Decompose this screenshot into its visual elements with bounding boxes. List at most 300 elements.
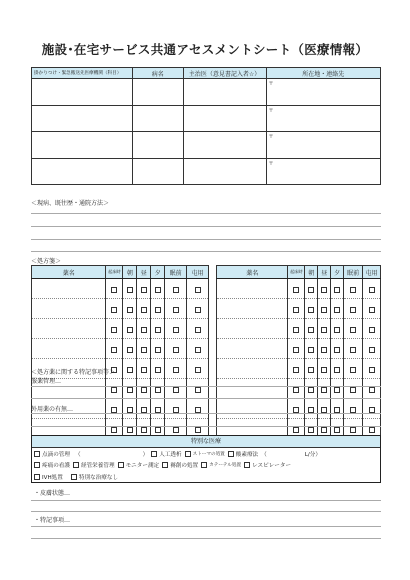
bedtime-checkbox[interactable] (173, 287, 179, 293)
wake-checkbox[interactable] (293, 367, 299, 373)
as-needed-checkbox[interactable] (195, 307, 201, 313)
evening-checkbox[interactable] (155, 387, 161, 393)
as-needed-checkbox[interactable] (369, 387, 375, 393)
bedtime-checkbox[interactable] (350, 407, 356, 413)
special-medical-title: 特別な医療 (32, 436, 380, 448)
postal-mark: 〒 (268, 107, 274, 114)
wake-cell (288, 339, 305, 359)
evening-cell (151, 379, 165, 399)
evening-cell (331, 399, 344, 419)
ivh-item[interactable] (34, 473, 63, 481)
noon-cell (318, 319, 331, 339)
morning-cell (123, 399, 137, 419)
history-rule (31, 213, 381, 214)
bedtime-cell (165, 399, 187, 419)
special-notes-rule (31, 538, 381, 539)
header-address: 所在地・連絡先 (266, 68, 380, 79)
evening-checkbox[interactable] (155, 287, 161, 293)
noon-cell (137, 319, 151, 339)
morning-checkbox[interactable] (308, 387, 314, 393)
morning-checkbox[interactable] (127, 327, 133, 333)
bedsore-checkbox[interactable] (162, 462, 168, 468)
prescription-row (217, 299, 381, 319)
special-notes-label: ＜処方薬に関する特記事項等＞ (31, 369, 116, 376)
wake-checkbox[interactable] (293, 287, 299, 293)
contact-row (32, 132, 381, 159)
medicine-name-cell[interactable] (32, 319, 106, 339)
morning-checkbox[interactable] (127, 367, 133, 373)
contact-row (32, 105, 381, 132)
evening-cell (151, 399, 165, 419)
prescription-row (217, 359, 381, 379)
noon-checkbox[interactable] (321, 387, 327, 393)
history-rule (31, 239, 381, 240)
doctor-cell[interactable] (183, 79, 266, 106)
stoma-item[interactable] (185, 451, 225, 457)
stoma-label: ストーマの処置 (192, 451, 225, 457)
no-treatment-checkbox[interactable] (71, 474, 77, 480)
wake-checkbox[interactable] (293, 347, 299, 353)
morning-checkbox[interactable] (127, 387, 133, 393)
noon-checkbox[interactable] (141, 367, 147, 373)
wake-cell (288, 399, 305, 419)
evening-cell (151, 279, 165, 299)
respirator-checkbox[interactable] (244, 462, 250, 468)
bedtime-cell (344, 379, 363, 399)
morning-checkbox[interactable] (127, 427, 133, 433)
drip-item[interactable] (34, 450, 70, 458)
bedsore-label: 褥創の処置 (170, 463, 199, 470)
header-noon: 昼 (137, 266, 151, 279)
no-treatment-label: 特別な治療なし (78, 474, 119, 481)
noon-cell (318, 399, 331, 419)
wake-checkbox[interactable] (293, 387, 299, 393)
bedtime-cell (344, 299, 363, 319)
bedtime-checkbox[interactable] (173, 367, 179, 373)
noon-cell (137, 299, 151, 319)
as-needed-checkbox[interactable] (369, 427, 375, 433)
monitor-item[interactable] (118, 461, 160, 469)
monitor-label: モニター測定 (125, 463, 160, 470)
medicine-name-cell[interactable] (217, 359, 288, 379)
pain-item[interactable] (34, 461, 70, 469)
header-evening: 夕 (331, 266, 344, 279)
as-needed-checkbox[interactable] (369, 407, 375, 413)
bedtime-checkbox[interactable] (173, 307, 179, 313)
as-needed-checkbox[interactable] (195, 327, 201, 333)
hospital-cell[interactable] (32, 105, 133, 132)
pain-checkbox[interactable] (34, 462, 40, 468)
hospital-cell[interactable] (32, 132, 133, 159)
morning-cell (305, 339, 318, 359)
noon-checkbox[interactable] (321, 407, 327, 413)
nutrition-item[interactable] (73, 461, 115, 469)
bedtime-cell (165, 379, 187, 399)
evening-cell (151, 359, 165, 379)
as-needed-checkbox[interactable] (369, 307, 375, 313)
history-rule (31, 226, 381, 227)
evening-checkbox[interactable] (334, 347, 340, 353)
noon-checkbox[interactable] (141, 407, 147, 413)
prescription-row (217, 379, 381, 399)
skin-rule (31, 500, 381, 501)
bedtime-cell (344, 399, 363, 419)
wake-checkbox[interactable] (293, 407, 299, 413)
wake-cell (288, 279, 305, 299)
header-hospital: 掛かりつけ・緊急搬送先医療機関（科目） (32, 68, 133, 79)
evening-cell (331, 299, 344, 319)
header-doctor: 主治医（意見書記入者☆） (183, 68, 266, 79)
prescription-body (217, 279, 381, 439)
noon-cell (318, 339, 331, 359)
bedtime-checkbox[interactable] (350, 387, 356, 393)
morning-checkbox[interactable] (127, 347, 133, 353)
as-needed-cell (363, 339, 381, 359)
as-needed-checkbox[interactable] (195, 427, 201, 433)
bedtime-checkbox[interactable] (350, 327, 356, 333)
noon-cell (137, 339, 151, 359)
evening-checkbox[interactable] (334, 427, 340, 433)
as-needed-cell (187, 379, 209, 399)
evening-checkbox[interactable] (155, 367, 161, 373)
evening-checkbox[interactable] (155, 407, 161, 413)
header-medicine-name: 薬名 (217, 266, 288, 279)
ivh-label: IVH処置 (42, 474, 63, 481)
prescription-body (32, 279, 209, 439)
evening-checkbox[interactable] (155, 427, 161, 433)
evening-checkbox[interactable] (334, 307, 340, 313)
monitor-checkbox[interactable] (118, 462, 124, 468)
bedtime-checkbox[interactable] (173, 327, 179, 333)
noon-cell (137, 359, 151, 379)
as-needed-cell (187, 299, 209, 319)
evening-checkbox[interactable] (334, 367, 340, 373)
as-needed-cell (187, 319, 209, 339)
as-needed-checkbox[interactable] (195, 387, 201, 393)
morning-checkbox[interactable] (308, 287, 314, 293)
bedtime-checkbox[interactable] (350, 347, 356, 353)
bedtime-cell (165, 339, 187, 359)
special-medical-row-2 (32, 460, 380, 472)
bedtime-checkbox[interactable] (350, 427, 356, 433)
morning-cell (305, 299, 318, 319)
medicine-name-cell[interactable] (32, 339, 106, 359)
evening-cell (151, 339, 165, 359)
external-medicine-label: 外用薬の有無… (31, 406, 74, 413)
as-needed-checkbox[interactable] (369, 327, 375, 333)
stoma-checkbox[interactable] (185, 451, 191, 457)
oxygen-paren: （ (261, 451, 267, 458)
prescription-row (217, 339, 381, 359)
noon-checkbox[interactable] (321, 367, 327, 373)
drip-label: 点滴の管理 (42, 451, 70, 458)
morning-checkbox[interactable] (308, 367, 314, 373)
special-medical-row-1 (32, 448, 380, 460)
catheter-label: カテーテル処置 (209, 463, 242, 469)
history-rule (31, 251, 381, 252)
drip-paren-open: （ (74, 451, 81, 458)
as-needed-cell (187, 399, 209, 419)
wake-checkbox[interactable] (111, 327, 117, 333)
morning-cell (123, 279, 137, 299)
special-notes-item-label: ・特記事項… (34, 517, 71, 524)
address-cell[interactable] (266, 132, 380, 159)
noon-checkbox[interactable] (141, 307, 147, 313)
noon-checkbox[interactable] (321, 287, 327, 293)
header-evening: 夕 (151, 266, 165, 279)
noon-checkbox[interactable] (321, 347, 327, 353)
history-label: ＜現病、既往歴・通院方法＞ (31, 200, 110, 207)
bedtime-checkbox[interactable] (173, 427, 179, 433)
bedtime-cell (344, 279, 363, 299)
respirator-item[interactable] (244, 461, 291, 469)
bedtime-checkbox[interactable] (350, 287, 356, 293)
wake-checkbox[interactable] (111, 287, 117, 293)
catheter-checkbox[interactable] (201, 462, 207, 468)
ivh-checkbox[interactable] (34, 474, 40, 480)
medicine-name-cell[interactable] (32, 299, 106, 319)
evening-checkbox[interactable] (155, 307, 161, 313)
morning-cell (123, 319, 137, 339)
hospital-cell[interactable] (32, 158, 133, 185)
evening-cell (151, 299, 165, 319)
evening-checkbox[interactable] (334, 327, 340, 333)
wake-cell (106, 399, 123, 419)
drip-checkbox[interactable] (34, 451, 40, 457)
address-cell[interactable] (266, 158, 380, 185)
skin-rule (31, 511, 381, 512)
contact-table (31, 67, 381, 185)
dialysis-label: 人工透析 (159, 451, 182, 458)
prescription-header-row (32, 266, 209, 279)
as-needed-checkbox[interactable] (195, 347, 201, 353)
prescription-row (32, 299, 209, 319)
postal-mark: 〒 (268, 160, 274, 167)
medicine-name-cell[interactable] (32, 279, 106, 299)
wake-cell (106, 279, 123, 299)
wake-cell (288, 359, 305, 379)
as-needed-checkbox[interactable] (369, 367, 375, 373)
noon-cell (137, 399, 151, 419)
drip-paren-close: ） (142, 451, 149, 458)
prescription-row (217, 399, 381, 419)
contact-row (32, 79, 381, 106)
oxygen-label: 酸素療法 (235, 451, 259, 458)
as-needed-cell (363, 359, 381, 379)
header-bedtime: 眠前 (344, 266, 363, 279)
doctor-cell[interactable] (183, 105, 266, 132)
as-needed-cell (363, 299, 381, 319)
prescription-label: ＜処方箋＞ (31, 258, 62, 265)
special-medical-row-3 (32, 471, 380, 483)
catheter-item[interactable] (201, 462, 241, 468)
bedsore-item[interactable] (162, 461, 198, 469)
noon-cell (318, 379, 331, 399)
bedtime-checkbox[interactable] (173, 407, 179, 413)
oxygen-item[interactable] (228, 450, 258, 458)
wake-checkbox[interactable] (293, 307, 299, 313)
doctor-cell[interactable] (183, 158, 266, 185)
bedtime-cell (344, 339, 363, 359)
bedtime-cell (344, 319, 363, 339)
address-cell[interactable] (266, 105, 380, 132)
wake-checkbox[interactable] (111, 427, 117, 433)
evening-cell (151, 319, 165, 339)
bedtime-checkbox[interactable] (173, 347, 179, 353)
doctor-cell[interactable] (183, 132, 266, 159)
noon-checkbox[interactable] (141, 287, 147, 293)
evening-checkbox[interactable] (155, 327, 161, 333)
wake-cell (106, 339, 123, 359)
header-bedtime: 眠前 (165, 266, 187, 279)
address-cell[interactable] (266, 79, 380, 106)
bedtime-checkbox[interactable] (350, 307, 356, 313)
wake-cell (106, 379, 123, 399)
morning-checkbox[interactable] (308, 347, 314, 353)
nutrition-checkbox[interactable] (73, 462, 79, 468)
as-needed-checkbox[interactable] (195, 287, 201, 293)
as-needed-cell (363, 279, 381, 299)
disease-cell[interactable] (132, 132, 183, 159)
morning-checkbox[interactable] (127, 407, 133, 413)
header-medicine-name: 薬名 (32, 266, 106, 279)
bedtime-cell (165, 359, 187, 379)
dialysis-checkbox[interactable] (151, 451, 157, 457)
as-needed-cell (187, 339, 209, 359)
morning-checkbox[interactable] (308, 307, 314, 313)
notes-rule (31, 398, 381, 399)
pain-label: 疼痛の看護 (42, 463, 70, 470)
morning-cell (123, 299, 137, 319)
morning-checkbox[interactable] (308, 427, 314, 433)
noon-cell (318, 359, 331, 379)
medicine-name-cell[interactable] (217, 299, 288, 319)
as-needed-checkbox[interactable] (369, 347, 375, 353)
respirator-label: レスピレーター (252, 463, 292, 470)
noon-cell (318, 299, 331, 319)
noon-checkbox[interactable] (141, 427, 147, 433)
noon-checkbox[interactable] (141, 327, 147, 333)
disease-cell[interactable] (132, 105, 183, 132)
header-morning: 朝 (305, 266, 318, 279)
morning-cell (305, 319, 318, 339)
wake-cell (288, 379, 305, 399)
as-needed-checkbox[interactable] (369, 287, 375, 293)
disease-cell[interactable] (132, 79, 183, 106)
medicine-name-cell[interactable] (217, 379, 288, 399)
contact-header-row (32, 68, 381, 79)
as-needed-checkbox[interactable] (195, 407, 201, 413)
noon-checkbox[interactable] (321, 427, 327, 433)
evening-cell (331, 359, 344, 379)
wake-checkbox[interactable] (293, 427, 299, 433)
morning-checkbox[interactable] (308, 407, 314, 413)
as-needed-cell (187, 359, 209, 379)
wake-checkbox[interactable] (293, 327, 299, 333)
wake-checkbox[interactable] (111, 387, 117, 393)
prescription-row (32, 279, 209, 299)
morning-cell (305, 379, 318, 399)
medication-management-label: 服薬管理… (31, 378, 62, 385)
bedtime-cell (165, 319, 187, 339)
prescription-row (217, 279, 381, 299)
prescription-row (32, 319, 209, 339)
wake-cell (288, 319, 305, 339)
as-needed-cell (363, 379, 381, 399)
wake-checkbox[interactable] (111, 347, 117, 353)
evening-checkbox[interactable] (155, 347, 161, 353)
medicine-name-cell[interactable] (217, 399, 288, 419)
as-needed-cell (187, 279, 209, 299)
wake-cell (106, 319, 123, 339)
wake-checkbox[interactable] (111, 407, 117, 413)
evening-checkbox[interactable] (334, 387, 340, 393)
prescription-row (32, 339, 209, 359)
wake-checkbox[interactable] (111, 307, 117, 313)
noon-checkbox[interactable] (141, 347, 147, 353)
noon-checkbox[interactable] (141, 387, 147, 393)
as-needed-checkbox[interactable] (195, 367, 201, 373)
evening-checkbox[interactable] (334, 407, 340, 413)
skin-condition-label: ・皮膚状態… (34, 490, 71, 497)
bedtime-cell (165, 279, 187, 299)
evening-cell (331, 379, 344, 399)
noon-cell (137, 279, 151, 299)
bedtime-cell (344, 359, 363, 379)
disease-cell[interactable] (132, 158, 183, 185)
morning-cell (123, 339, 137, 359)
bedtime-cell (165, 299, 187, 319)
prescription-header-row (217, 266, 381, 279)
noon-checkbox[interactable] (321, 307, 327, 313)
morning-checkbox[interactable] (127, 287, 133, 293)
oxygen-checkbox[interactable] (228, 451, 234, 457)
header-wake: 起床時 (288, 266, 305, 279)
contact-row (32, 158, 381, 185)
morning-cell (123, 359, 137, 379)
evening-checkbox[interactable] (334, 287, 340, 293)
as-needed-cell (363, 399, 381, 419)
special-notes-rule (31, 526, 381, 527)
header-as-needed: 屯用 (187, 266, 209, 279)
notes-rule (31, 426, 381, 427)
header-disease: 病名 (132, 68, 183, 79)
bedtime-checkbox[interactable] (173, 387, 179, 393)
header-wake: 起床時 (106, 266, 123, 279)
evening-cell (331, 339, 344, 359)
morning-checkbox[interactable] (127, 307, 133, 313)
no-treatment-item[interactable] (71, 473, 118, 481)
dialysis-item[interactable] (151, 450, 181, 458)
bedtime-checkbox[interactable] (350, 367, 356, 373)
noon-checkbox[interactable] (321, 327, 327, 333)
morning-checkbox[interactable] (308, 327, 314, 333)
medicine-name-cell[interactable] (217, 279, 288, 299)
hospital-cell[interactable] (32, 79, 133, 106)
notes-rule (31, 413, 381, 414)
header-noon: 昼 (318, 266, 331, 279)
medicine-name-cell[interactable] (217, 319, 288, 339)
postal-mark: 〒 (268, 134, 274, 141)
noon-cell (137, 379, 151, 399)
medicine-name-cell[interactable] (217, 339, 288, 359)
evening-cell (331, 279, 344, 299)
notes-rule (31, 386, 381, 387)
header-as-needed: 屯用 (363, 266, 381, 279)
morning-cell (305, 279, 318, 299)
as-needed-cell (363, 319, 381, 339)
postal-mark: 〒 (268, 81, 274, 87)
